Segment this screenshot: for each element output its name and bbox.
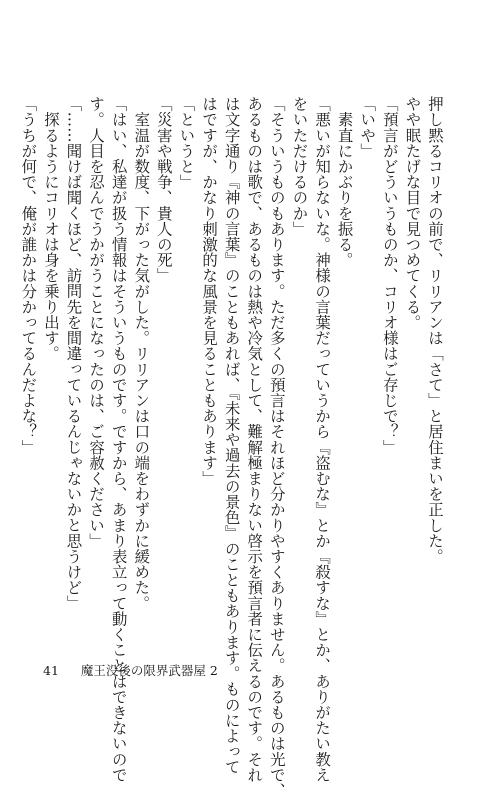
text-line: 室温が数度、下がった気がした。リリアンは口の端をわずかに緩めた。 <box>132 96 151 611</box>
page-footer <box>43 661 218 679</box>
text-line: は文字通り『神の言葉』のこともあれば、『未来や過去の景色』のこともあります。ものによって <box>222 96 241 775</box>
text-line: 「はい、私達が扱う情報はそういうものです。ですから、あまり表立って動くことはできないので <box>109 96 128 783</box>
text-line: 「いや」 <box>358 96 377 159</box>
text-line: はですが、かなり刺激的な風景を見ることもあります」 <box>200 96 219 486</box>
book-title: 魔王没後の限界武器屋 2 <box>80 663 218 678</box>
page-number: 41 <box>43 663 59 678</box>
text-line: 「……聞けば聞くほど、訪問先を間違っているんじゃないかと思うけど」 <box>64 96 83 611</box>
text-line: す。人目を忍んでうかがうことになったのは、ご容赦ください」 <box>87 96 106 549</box>
text-line: やや眠たげな目で見つめてくる。 <box>403 96 422 330</box>
text-line: 「というと」 <box>177 96 196 190</box>
text-line: 「そういうものもあります。ただ多くの預言はそれほど分かりやすくありません。あるものは光で、 <box>267 96 286 798</box>
text-line: 素直にかぶりを振る。 <box>335 96 354 268</box>
text-line: 「うちが何で、俺が誰かは分かってるんだよな？」 <box>19 96 38 455</box>
text-line: 「悪いが知らないな。神様の言葉だっていうから『盗むな』とか『殺すな』とか、ありがたい教え <box>313 96 332 783</box>
text-line: 押し黙るコリオの前で、リリアンは「さて」と居住まいを正した。 <box>426 96 444 564</box>
text-line: 「預言がどういうものか、コリオ様はご存じで？」 <box>380 96 399 455</box>
text-line: 「災害や戦争、貴人の死」 <box>154 96 173 284</box>
text-line: をいただけるのか」 <box>290 96 309 237</box>
text-line: 探るようにコリオは身を乗り出す。 <box>41 96 60 362</box>
text-line: あるものは歌で、あるものは熱や冷気として、難解極まりない啓示を預言者に伝えるのです。それ <box>245 96 264 783</box>
